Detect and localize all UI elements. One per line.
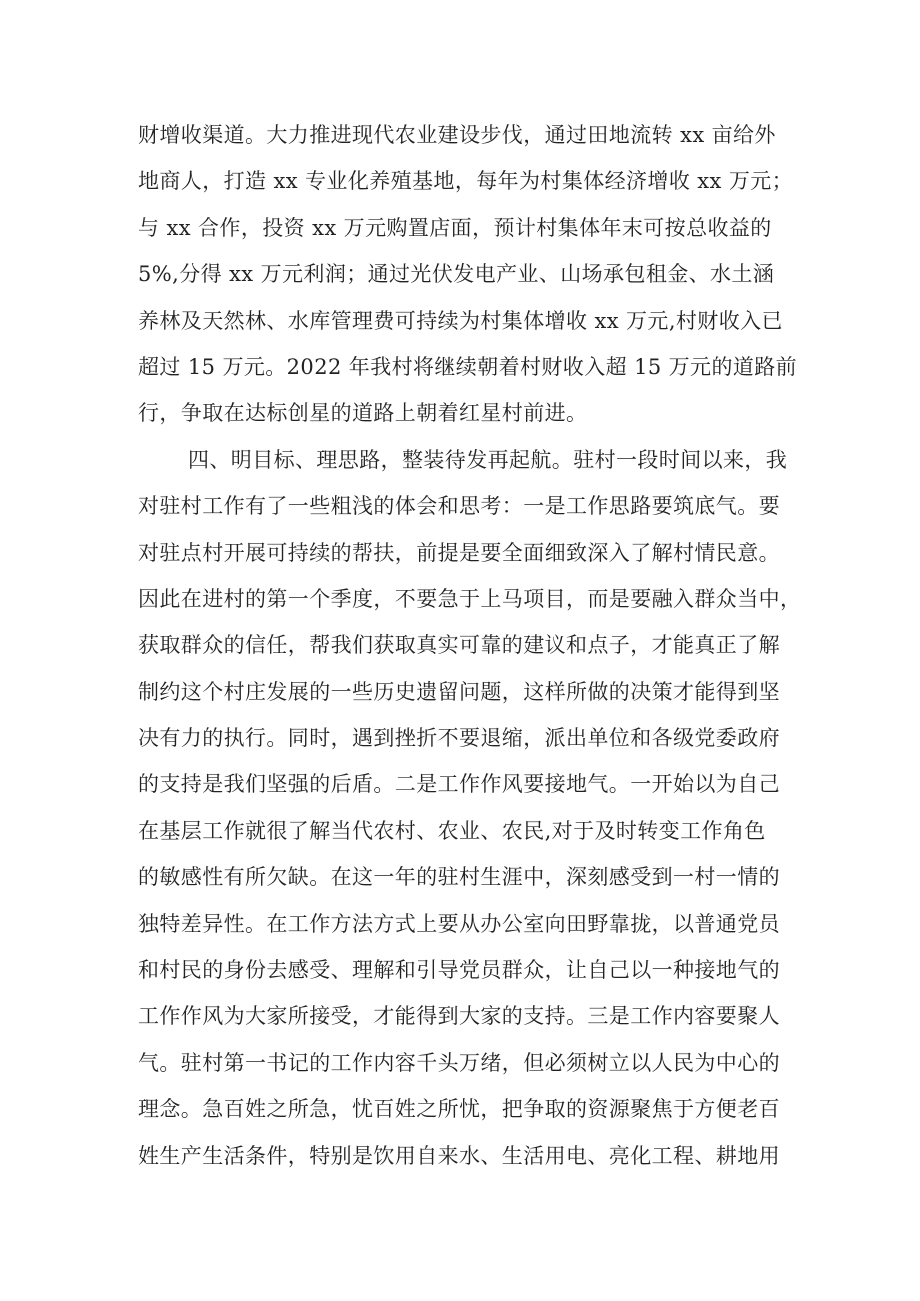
text-line: 和村民的身份去感受、理解和引导党员群众，让自己以一种接地气的 bbox=[138, 958, 780, 983]
text-line: 财增收渠道。大力推进现代农业建设步伐，通过田地流转 xx 亩给外 bbox=[138, 123, 776, 147]
text-line: 决有力的执行。同时，遇到挫折不要退缩，派出单位和各级党委政府 bbox=[138, 726, 780, 751]
text-line: 气。驻村第一书记的工作内容千头万绪，但必须树立以人民为中心的 bbox=[138, 1050, 780, 1075]
text-line: 独特差异性。在工作方法方式上要从办公室向田野靠拢，以普通党员 bbox=[138, 911, 780, 936]
text-line: 行，争取在达标创星的道路上朝着红星村前进。 bbox=[138, 401, 588, 426]
text-line: 与 xx 合作，投资 xx 万元购置店面，预计村集体年末可按总收益的 bbox=[138, 215, 772, 240]
text-line: 姓生产生活条件，特别是饮用自来水、生活用电、亮化工程、耕地用 bbox=[138, 1143, 780, 1168]
text-line: 对驻村工作有了一些粗浅的体会和思考：一是工作思路要筑底气。要 bbox=[138, 494, 780, 519]
text-line: 的支持是我们坚强的后盾。二是工作作风要接地气。一开始以为自己 bbox=[138, 772, 780, 797]
text-line: 养林及天然林、水库管理费可持续为村集体增收 xx 万元,村财收入已 bbox=[138, 308, 783, 333]
text-line: 制约这个村庄发展的一些历史遗留问题，这样所做的决策才能得到坚 bbox=[138, 679, 780, 704]
text-line: 因此在进村的第一个季度，不要急于上马项目，而是要融入群众当中， bbox=[138, 586, 802, 611]
text-line: 5%,分得 xx 万元利润；通过光伏发电产业、山场承包租金、水土涵 bbox=[138, 262, 775, 287]
text-line: 获取群众的信任，帮我们获取真实可靠的建议和点子，才能真正了解 bbox=[138, 633, 780, 658]
text-line: 理念。急百姓之所急，忧百姓之所忧，把争取的资源聚焦于方便老百 bbox=[138, 1097, 780, 1122]
body-text bbox=[138, 112, 802, 1179]
text-line: 的敏感性有所欠缺。在这一年的驻村生涯中，深刻感受到一村一情的 bbox=[138, 865, 780, 890]
text-line: 对驻点村开展可持续的帮扶，前提是要全面细致深入了解村情民意。 bbox=[138, 540, 780, 565]
text-line: 超过 15 万元。2022 年我村将继续朝着村财收入超 15 万元的道路前 bbox=[138, 354, 798, 379]
section-heading-line: 四、明目标、理思路，整装待发再起航。驻村一段时间以来，我 bbox=[188, 447, 788, 472]
text-line: 工作作风为大家所接受，才能得到大家的支持。三是工作内容要聚人 bbox=[138, 1004, 780, 1029]
text-line: 在基层工作就很了解当代农村、农业、农民,对于及时转变工作角色 bbox=[138, 818, 766, 843]
text-line: 地商人，打造 xx 专业化养殖基地，每年为村集体经济增收 xx 万元； bbox=[138, 169, 794, 194]
